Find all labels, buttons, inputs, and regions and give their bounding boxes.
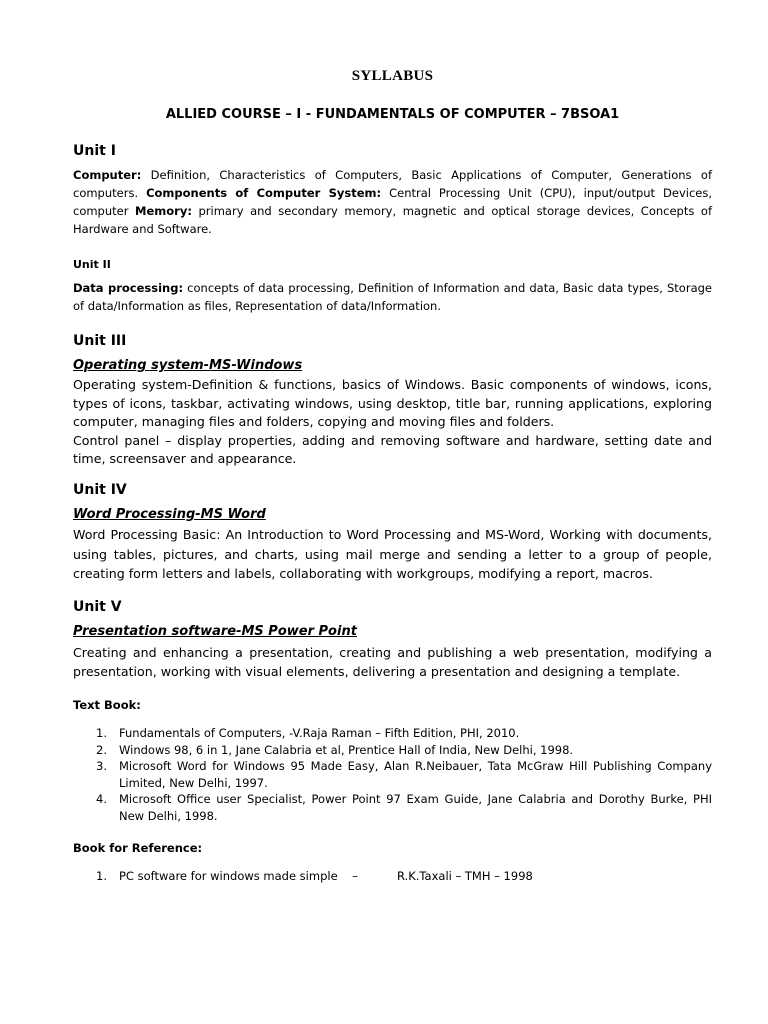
textbook-item-number: 4. — [96, 792, 107, 806]
textbook-item-text: Microsoft Word for Windows 95 Made Easy, Alan R.Neibauer, Tata McGraw Hill Publishing Company Limited, New Delhi, 1997. — [119, 759, 712, 790]
unit-5-heading: Unit V — [73, 599, 122, 615]
unit-3-subheading: Operating system-MS-Windows — [73, 358, 303, 373]
reference-item-author: R.K.Taxali – TMH – 1998 — [397, 869, 533, 883]
unit-3-body — [73, 376, 712, 469]
textbook-item — [73, 742, 712, 759]
textbook-item — [73, 758, 712, 791]
unit-4-paragraph-1: Word Processing Basic: An Introduction to Word Processing and MS-Word, Working with documents, using tables, pictures, and charts, using mail merge and sending a letter to a group of people, creating form letters and labels, collaborating with workgroups, modifying a report, macros. — [73, 527, 712, 581]
reference-item-number: 1. — [96, 869, 107, 883]
textbook-item-number: 1. — [96, 726, 107, 740]
memory-text: primary and secondary memory, magnetic and optical storage devices, Concepts of Hardware and Software. — [73, 204, 712, 236]
textbook-item-text: Microsoft Office user Specialist, Power Point 97 Exam Guide, Jane Calabria and Dorothy Burke, PHI New Delhi, 1998. — [119, 792, 712, 823]
textbook-item-number: 2. — [96, 742, 107, 757]
textbook-item — [73, 725, 712, 742]
page-title: SYLLABUS — [351, 68, 434, 84]
unit-2-body — [73, 279, 712, 315]
unit-4-subheading: Word Processing-MS Word — [73, 507, 266, 522]
unit-5-subheading: Presentation software-MS Power Point — [73, 624, 357, 639]
unit-5-body — [73, 644, 712, 681]
unit-3-paragraph-1: Operating system-Definition & functions, basics of Windows. Basic components of windows, icons, types of icons, taskbar, activating windows, using desktop, title bar, running applications, exploring computer, managing files and folders, copying and moving files and folders. — [73, 377, 712, 429]
components-text: Central Processing Unit (CPU), input/output Devices, computer — [73, 186, 712, 218]
reference-item-title: PC software for windows made simple – — [119, 869, 359, 883]
textbook-item-number: 3. — [96, 759, 107, 773]
unit-1-body — [73, 166, 712, 238]
computer-text: Definition, Characteristics of Computers, Basic Applications of Computer, Generations of computers. — [73, 168, 712, 200]
textbook-item-text: Windows 98, 6 in 1, Jane Calabria et al, Prentice Hall of India, New Delhi, 1998. — [119, 742, 574, 757]
textbook-item-text: Fundamentals of Computers, -V.Raja Raman – Fifth Edition, PHI, 2010. — [119, 726, 520, 740]
unit-5-paragraph-1: Creating and enhancing a presentation, creating and publishing a web presentation, modifying a presentation, working with visual elements, delivering a presentation and designing a template. — [73, 645, 712, 679]
data-processing-text: concepts of data processing, Definition of Information and data, Basic data types, Storage of data/Information as files, Representation of data/Information. — [73, 281, 712, 313]
unit-3-paragraph-2: Control panel – display properties, adding and removing software and hardware, setting date and time, screensaver and appearance. — [73, 432, 712, 466]
reference-item — [73, 868, 712, 885]
unit-3-heading: Unit III — [73, 333, 127, 349]
reference-list — [73, 868, 712, 885]
computer-label: Computer: — [73, 168, 142, 182]
textbook-heading: Text Book: — [73, 698, 141, 712]
unit-2-heading: Unit II — [73, 258, 111, 271]
unit-4-heading: Unit IV — [73, 482, 127, 498]
data-processing-label: Data processing: — [73, 281, 184, 295]
unit-4-body — [73, 525, 712, 584]
reference-heading: Book for Reference: — [73, 841, 203, 855]
textbook-item — [73, 791, 712, 824]
textbook-list — [73, 725, 712, 824]
course-title: ALLIED COURSE – I - FUNDAMENTALS OF COMPUTER – 7BSOA1 — [165, 107, 620, 122]
unit-1-heading: Unit I — [73, 143, 116, 159]
components-label: Components of Computer System: — [146, 186, 382, 200]
memory-label: Memory: — [135, 204, 192, 218]
